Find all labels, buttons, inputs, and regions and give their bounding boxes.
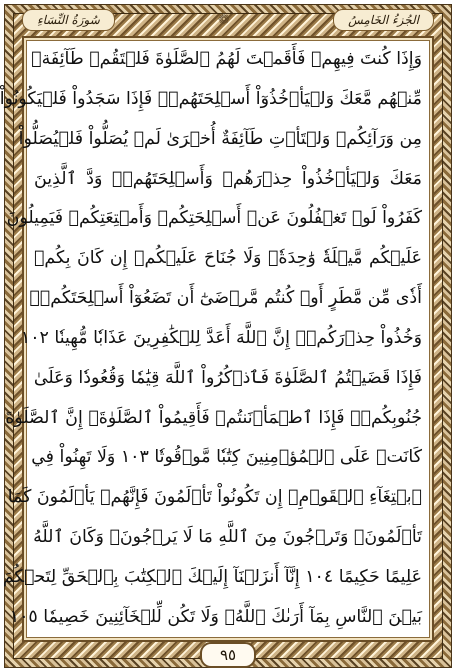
text-line: وَخُذُواْ حِذۡرَكُمۡۗ إِنَّ ٱللَّهَ أَعَدَّ لِلۡكَٰفِرِينَ عَذَابٗا مُّهِينٗا ١٠٢ xyxy=(20,327,422,348)
header-ornament-icon: ❁ xyxy=(218,12,230,28)
text-line: جُنُوبِكُمۡۚ فَإِذَا ٱطۡمَأۡنَنتُمۡ فَأَقِيمُواْ ٱلصَّلَوٰةَۚ إِنَّ ٱلصَّلَوٰةَ xyxy=(5,407,422,428)
text-line: بَيۡنَ ٱلنَّاسِ بِمَآ أَرَىٰكَ ٱللَّهُۚ وَلَا تَكُن لِّلۡخَآئِنِينَ خَصِيمٗا ١٠٥ xyxy=(9,606,422,627)
text-line: عَلَيۡكُم مَّيۡلَةٗ وَٰحِدَةٗۚ وَلَا جُنَاحَ عَلَيۡكُمۡ إِن كَانَ بِكُمۡ xyxy=(34,248,422,269)
text-line: تَأۡلَمُونَۖ وَتَرۡجُونَ مِنَ ٱللَّهِ مَا لَا يَرۡجُونَۗ وَكَانَ ٱللَّهُ xyxy=(33,527,422,548)
text-line: فَإِذَا قَضَيۡتُمُ ٱلصَّلَوٰةَ فَٱذۡكُرُواْ ٱللَّهَ قِيَٰمٗا وَقُعُودٗا وَعَلَىٰ xyxy=(33,367,422,388)
page-number: ٩٥ xyxy=(200,642,256,668)
text-line: ٱبۡتِغَآءِ ٱلۡقَوۡمِۖ إِن تَكُونُواْ تَأۡلَمُونَ فَإِنَّهُمۡ يَأۡلَمُونَ كَمَا xyxy=(7,487,422,508)
text-line: أَذٗى مِّن مَّطَرٍ أَوۡ كُنتُم مَّرۡضَىٰٓ أَن تَضَعُوٓاْ أَسۡلِحَتَكُمۡۖ xyxy=(29,288,422,309)
juz-label: الجُزءُ الخَامِسُ xyxy=(333,9,434,31)
page-header xyxy=(22,6,434,34)
text-line: عَلِيمًا حَكِيمًا ١٠٤ إِنَّآ أَنزَلۡنَآ إِلَيۡكَ ٱلۡكِتَٰبَ بِٱلۡحَقِّ لِتَحۡكُمَ xyxy=(2,566,422,587)
surah-label: سُورَةُ النِّسَاءِ xyxy=(22,9,115,31)
text-line: مَعَكَ وَلۡيَأۡخُذُواْ حِذۡرَهُمۡ وَأَسۡلِحَتَهُمۡۗ وَدَّ ٱلَّذِينَ xyxy=(34,168,422,189)
quran-text xyxy=(0,44,422,632)
text-line: كَانَتۡ عَلَى ٱلۡمُؤۡمِنِينَ كِتَٰبٗا مَّوۡقُوتٗا ١٠٣ وَلَا تَهِنُواْ فِي xyxy=(31,447,422,468)
text-line: وَإِذَا كُنتَ فِيهِمۡ فَأَقَمۡتَ لَهُمُ ٱلصَّلَوٰةَ فَلۡتَقُمۡ طَآئِفَةٞ xyxy=(31,49,422,69)
text-line: مِّنۡهُم مَّعَكَ وَلۡيَأۡخُذُوٓاْ أَسۡلِحَتَهُمۡۖ فَإِذَا سَجَدُواْ فَلۡيَكُونُواْ xyxy=(0,88,422,109)
text-line: مِن وَرَآئِكُمۡ وَلۡتَأۡتِ طَآئِفَةٌ أُخۡرَىٰ لَمۡ يُصَلُّواْ فَلۡيُصَلُّواْ xyxy=(18,128,422,149)
text-line: كَفَرُواْ لَوۡ تَغۡفُلُونَ عَنۡ أَسۡلِحَتِكُمۡ وَأَمۡتِعَتِكُمۡ فَيَمِيلُونَ xyxy=(6,208,422,229)
